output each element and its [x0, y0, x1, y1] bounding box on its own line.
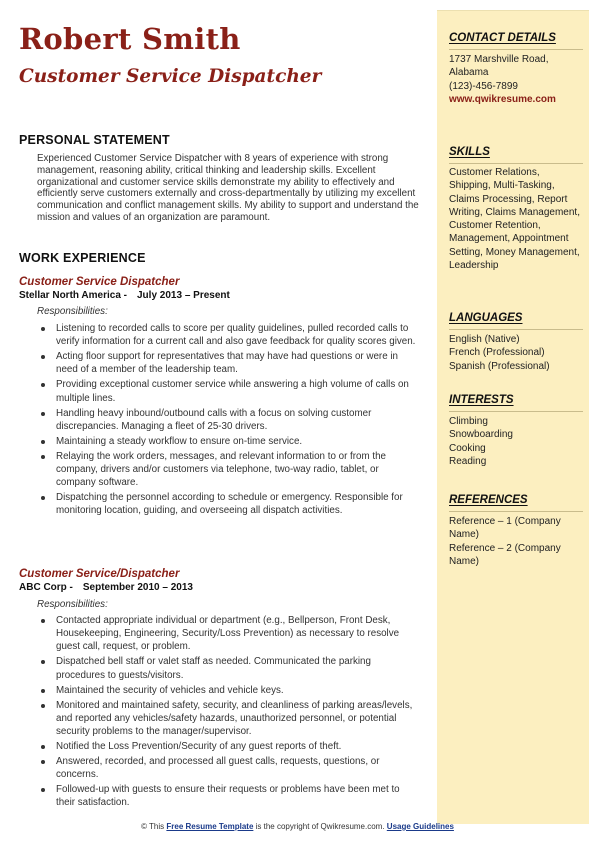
job-dates: September 2010 – 2013 [82, 582, 193, 593]
contact-heading: CONTACT DETAILS [449, 32, 556, 44]
job-1-bullet-list [37, 322, 420, 519]
list-item: Dispatching the personnel according to schedule or emergency. Responsible for monitoring location, guiding, and overseeing all dispatch activities. [37, 491, 420, 517]
list-item: Listening to recorded calls to score per quality guidelines, pulled recorded calls to verify information for a current call and also gave feedback for quality scores given. [37, 322, 420, 348]
list-item: Maintained the security of vehicles and vehicle keys. [37, 684, 420, 697]
footer-prefix: © This [141, 822, 165, 831]
references-heading: REFERENCES [449, 494, 528, 506]
list-item: Maintaining a steady workflow to ensure on-time service. [37, 435, 420, 448]
list-item: English (Native) [449, 334, 520, 345]
list-item: Reading [449, 455, 487, 467]
work-experience-heading: WORK EXPERIENCE [19, 251, 146, 265]
job-title: Customer Service/Dispatcher [19, 568, 180, 580]
interests-list [449, 415, 583, 468]
divider [449, 163, 583, 164]
candidate-name: Robert Smith [19, 22, 241, 56]
responsibilities-label: Responsibilities: [37, 599, 108, 610]
list-item: Relaying the work orders, messages, and relevant information to or from the company, drivers and/or customers via telephone, two-way radio, tablet, or company software. [37, 450, 420, 490]
list-item: Monitored and maintained safety, security, and cleanliness of parking areas/levels, and reported any vehicles/safety hazards, unauthorized personnel, or potential security problems to the manager/supervisor. [37, 699, 420, 739]
list-item: Cooking [449, 442, 486, 454]
divider [449, 411, 583, 412]
job-dates: July 2013 – Present [137, 290, 230, 301]
contact-address-line-2: Alabama [449, 67, 489, 79]
list-item: Snowboarding [449, 429, 513, 441]
personal-statement-text: Experienced Customer Service Dispatcher with 8 years of experience with strong management, reasoning ability, critical thinking and leadership skills. Excellent organizational and customer service skills demonstrate my ability to effectively and efficiently serve customers externally and cross-departmentally by utilizing my excellent communication and conflict management skills. My ability to support and understand the mission and values of an organization are paramount. [37, 153, 419, 223]
list-item: Acting floor support for representatives that may have had questions or were in need of a member of the leadership team. [37, 350, 420, 376]
job-company: ABC Corp - [19, 582, 73, 593]
list-item: Followed-up with guests to ensure their requests or problems have been met to their satisfaction. [37, 783, 420, 809]
list-item: Answered, recorded, and processed all guest calls, requests, questions, or concerns. [37, 755, 420, 781]
skills-text: Customer Relations, Shipping, Multi-Tasking, Claims Processing, Report Writing, Claims Management, Customer Retention, Management, Appointment Setting, Money Management, Leadership [449, 167, 580, 272]
languages-heading: LANGUAGES [449, 312, 523, 324]
interests-heading: INTERESTS [449, 394, 514, 406]
usage-guidelines-link[interactable]: Usage Guidelines [386, 822, 454, 831]
footer-copyright-text: is the copyright of Qwikresume.com. [255, 822, 385, 831]
list-item: Notified the Loss Prevention/Security of any guest reports of theft. [37, 740, 420, 753]
contact-website-link[interactable]: www.qwikresume.com [449, 93, 556, 105]
references-list [449, 515, 583, 568]
list-item: Reference – 2 (Company Name) [449, 542, 561, 567]
job-2-bullet-list [37, 614, 420, 811]
footer [0, 822, 595, 831]
list-item: Dispatched bell staff or valet staff as needed. Communicated the parking procedures to guests/visitors. [37, 655, 420, 681]
free-resume-template-link[interactable]: Free Resume Template [166, 822, 254, 831]
job-title: Customer Service Dispatcher [19, 276, 180, 288]
list-item: Contacted appropriate individual or department (e.g., Bellperson, Front Desk, Housekeeping, Engineering, Security/Loss Prevention) as necessary to resolve guest call, request, or problem. [37, 614, 420, 654]
contact-details [449, 53, 583, 106]
personal-statement-heading: PERSONAL STATEMENT [19, 133, 170, 147]
divider [449, 329, 583, 330]
job-company-line [19, 290, 230, 301]
candidate-title: Customer Service Dispatcher [19, 66, 322, 87]
list-item: Spanish (Professional) [449, 360, 550, 372]
job-company: Stellar North America - [19, 290, 127, 301]
skills-heading: SKILLS [449, 146, 490, 158]
responsibilities-label: Responsibilities: [37, 306, 108, 317]
contact-address-line-1: 1737 Marshville Road, [449, 54, 549, 65]
list-item: Climbing [449, 416, 488, 427]
list-item: Providing exceptional customer service while answering a high volume of calls on multiple lines. [37, 378, 420, 404]
contact-phone: (123)-456-7899 [449, 80, 518, 92]
job-company-line [19, 582, 193, 593]
list-item: Reference – 1 (Company Name) [449, 516, 561, 541]
list-item: Handling heavy inbound/outbound calls with a focus on solving customer discrepancies. Managing a fleet of 25-30 drivers. [37, 407, 420, 433]
divider [449, 49, 583, 50]
languages-list [449, 333, 583, 373]
list-item: French (Professional) [449, 347, 545, 359]
divider [449, 511, 583, 512]
